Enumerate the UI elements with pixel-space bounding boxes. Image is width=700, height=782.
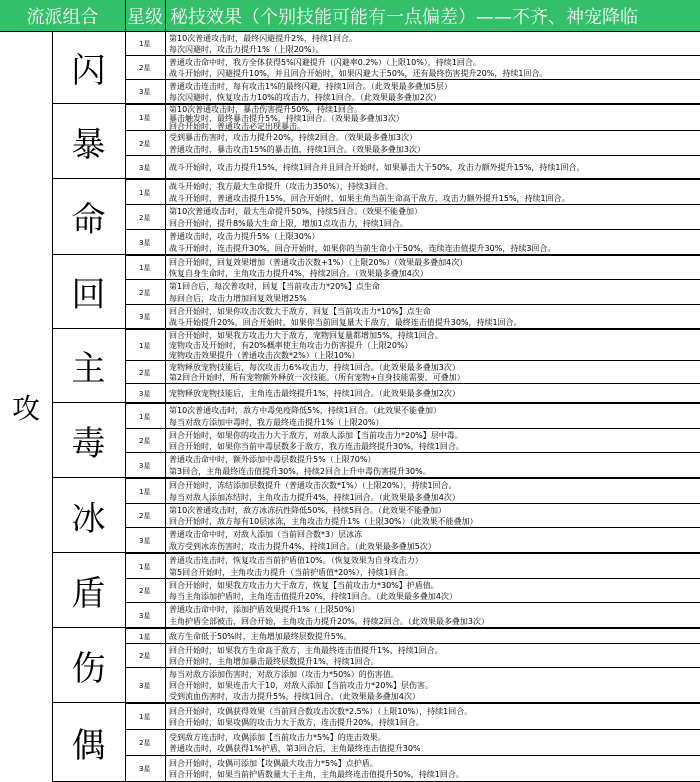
effect-text: 主角护盾全部被击，回合开始，主角攻击力提升20%，持续2回合。（此效果最多叠加3次） — [169, 616, 489, 626]
effect-text: 普通攻击命中时，额外添加中毒层数提升5%（上限70%） — [169, 455, 376, 465]
effect-text: 每当主角添加护盾时，主角连击值提升20%，持续1回合。（此效果最多叠加4次） — [169, 592, 457, 601]
effect-lines — [166, 56, 700, 80]
tier-row — [125, 179, 700, 205]
tier-label: 3星 — [139, 765, 151, 773]
effect-text: 回合开始时，如果你的攻击力大于敌方，对敌人添加【当前攻击力*20%】层中毒。 — [169, 431, 463, 440]
tier-label: 1星 — [139, 412, 151, 421]
effect-lines — [166, 629, 700, 644]
tier-label: 2星 — [139, 288, 151, 297]
tier-row — [125, 255, 700, 280]
effect-lines — [166, 554, 700, 579]
tier-label: 1星 — [139, 188, 151, 197]
skill-group — [52, 179, 700, 255]
tier-label: 1星 — [139, 713, 151, 721]
effect-lines — [166, 756, 700, 782]
effect-lines — [166, 704, 700, 730]
effect-lines — [166, 479, 700, 504]
tier-label: 1星 — [139, 632, 151, 641]
effect-text: 回合开始时，主角增加暴击最终层数提升1%，持续1回合。 — [169, 657, 379, 666]
effect-lines — [166, 453, 700, 478]
tier-row — [125, 204, 700, 230]
group-name: 偶 — [71, 725, 106, 766]
effect-text: 战斗开始提升20%，回合开始时，如果你当前回复量大于敌方，最终连击值提升30%，持续1回合。 — [169, 318, 522, 327]
effect-text: 第5回合开始时，主角攻击力提升（当前护盾值*20%），持续1回合。 — [169, 567, 413, 577]
effect-text: 回合开始时，回复效果增加（普通攻击次数+1%）（上限20%）（效果最多叠加4次） — [169, 258, 468, 267]
tier-row — [125, 703, 700, 730]
tier-label: 3星 — [139, 389, 151, 398]
effect-lines — [166, 579, 700, 603]
category-cell: 攻 — [11, 391, 40, 425]
effect-text: 第10次普通攻击时，暴击伤害提升50%，持续1回合。 — [169, 105, 363, 114]
tier-row — [125, 55, 700, 80]
effect-text: 第1回合后，每次普攻时，回复【当前攻击力*20%】点生命 — [169, 282, 380, 292]
tier-row — [125, 329, 700, 361]
tier-row — [125, 428, 700, 453]
effect-text: 普通攻击时，攻击力提升5%（上限30%） — [169, 232, 320, 242]
effect-lines — [166, 404, 700, 429]
header-star: 星级 — [127, 6, 163, 28]
effect-text: 每当对敌方添加中毒时，我方最终连击提升1%（上限20%） — [169, 417, 384, 427]
effect-lines — [166, 156, 700, 179]
tier-row — [125, 503, 700, 528]
group-name: 命 — [71, 200, 106, 240]
tier-label: 1星 — [139, 114, 151, 122]
skill-group — [52, 478, 700, 553]
tier-label: 3星 — [139, 313, 151, 321]
effect-text: 回合开始时，如果你攻击次数大于敌方，回复【当前攻击力*10%】点生命 — [169, 307, 431, 316]
tier-label: 2星 — [139, 652, 151, 660]
effect-text: 回合开始时，如果你当前中毒层数多于敌方，我方连击最终提升30%，持续1回合。 — [169, 442, 464, 451]
tier-row — [125, 155, 700, 179]
effect-lines — [166, 384, 700, 403]
effect-text: 战斗开始时，闪避提升10%，并且回合开始时，如果闪避大于50%，还有最终伤害提升20%，持续1回合。 — [169, 69, 548, 78]
effect-text: 每回合后，攻击力增加回复效果增25% — [169, 293, 307, 303]
tier-label: 3星 — [139, 536, 151, 545]
effect-lines — [166, 230, 700, 255]
group-name: 暴 — [71, 124, 106, 165]
effect-text: 回合开始时，提升8%最大生命上限，增加1点攻击力，持续1回合。 — [169, 218, 408, 228]
effect-lines — [166, 305, 700, 329]
effect-text: 普通攻击命中时，添加护盾效果提升1%（上限50%） — [169, 605, 360, 615]
skill-group — [52, 403, 700, 478]
tier-label: 2星 — [139, 587, 151, 595]
effect-text: 敌方生命低于50%时，主角增加最终层数提升5%。 — [169, 632, 352, 641]
effect-text: 第10次普通攻击时，敌方中毒免疫降低5%，持续1回合。（此效果不能叠加） — [169, 406, 441, 416]
skill-group — [52, 31, 700, 104]
effect-lines — [166, 361, 700, 384]
effect-text: 宠物攻击效果提升（普通攻击次数*2%）（上限10%） — [169, 351, 360, 360]
tier-label: 2星 — [139, 368, 151, 377]
effect-lines — [166, 668, 700, 703]
effect-text: 受到暴击伤害时，攻击力提升20%，持续2回合。（效果最多叠加3次） — [169, 133, 417, 143]
tier-label: 3星 — [139, 461, 151, 470]
effect-text: 回合开始时，如果攻偶的攻击力大于敌方，连击提升20%，持续1回合。 — [169, 718, 424, 728]
effect-text: 战斗开始时，普通攻击提升15%，回合开始时，如果主角当前生命高于敌方，攻击力额外提升15%，持续1回合。 — [169, 193, 570, 203]
tier-row — [125, 628, 700, 644]
effect-text: 第10次普通攻击时，最终闪避提升2%，持续1回合。 — [169, 34, 357, 43]
tier-row — [125, 383, 700, 403]
effect-text: 普通攻击连击时，每有攻击1%的最终闪避，持续1回合。（此效果最多叠加5层） — [169, 82, 452, 91]
effect-text: 回合开始时，如果我方生命高于敌方，主角最终连击值提升1%，持续1回合。 — [169, 646, 443, 655]
group-name: 毒 — [71, 423, 106, 464]
effect-text: 宠物攻击及开始时，有20%概率使主角攻击力伤害提升（上限20%） — [169, 341, 413, 350]
effect-lines — [166, 205, 700, 230]
effect-lines — [166, 504, 700, 528]
effect-lines — [166, 80, 700, 104]
tier-label: 1星 — [139, 264, 151, 272]
effect-text: 回合开始时，如果我方攻击力大于敌方，恢复【当前攻击力*30%】护盾值。 — [169, 581, 439, 590]
effect-text: 敌方受到冰冻伤害时，攻击力提升4%，持续1回合。（此效果最多叠加5次） — [169, 541, 436, 551]
effect-lines — [166, 603, 700, 628]
tier-row — [125, 79, 700, 104]
tier-label: 2星 — [139, 213, 151, 222]
tier-row — [125, 104, 700, 131]
tier-row — [125, 478, 700, 504]
tier-row — [125, 643, 700, 668]
effect-text: 回合开始时，如果当前护盾数量大于主角，主角最终连击值提升50%，持续1回合。 — [169, 770, 464, 780]
tier-row — [125, 452, 700, 478]
tier-label: 1星 — [139, 40, 151, 48]
tier-row — [125, 755, 700, 782]
effect-text: 第10次普通攻击时，敌方冰冻抗性降低50%，持续5回合。（此效果不能叠加） — [169, 506, 447, 515]
effect-text: 战斗开始时，攻击力提升15%，持续1回合并且回合开始时，如果暴击大于50%，攻击力额外提升15%，持续1回合。 — [169, 163, 585, 172]
group-name: 主 — [71, 349, 106, 389]
tier-row — [125, 31, 700, 56]
effect-text: 每当对敌方添加伤害时，对敌方添加（攻击力*50%）的伤害值。 — [169, 670, 399, 679]
tier-row — [125, 602, 700, 628]
skill-group — [52, 553, 700, 628]
tier-row — [125, 130, 700, 156]
tier-row — [125, 553, 700, 579]
effect-text: 每次闪避时，攻击力提升1%（上限20%）。 — [169, 45, 324, 54]
effect-text: 普通攻击时，暴击攻击15%的暴击值，持续1回合。（效果最多叠加3次） — [169, 144, 425, 154]
tier-row — [125, 729, 700, 756]
group-name: 盾 — [71, 573, 106, 614]
effect-lines — [166, 32, 700, 56]
header-effect: 秘技效果（个别技能可能有一点偏差）——不齐、神宠降临 — [170, 6, 638, 28]
skill-group — [52, 329, 700, 403]
effect-text: 回合开始时，攻偶可添加【攻偶最大攻击力*5%】点护盾。 — [169, 758, 378, 768]
effect-text: 普通攻击命中时，我方全体获得5%闪避提升（闪避率0.2%）（上限10%），持续1回合。 — [169, 58, 481, 67]
tier-label: 1星 — [139, 341, 151, 350]
tier-label: 3星 — [139, 163, 151, 172]
effect-text: 每次闪避时，恢复攻击力10%的攻击力，持续1回合。（此效果最多叠加2次） — [169, 93, 441, 102]
effect-lines — [166, 131, 700, 156]
effect-text: 回合开始时，冻结添加层数提升（普通攻击次数*1%）（上限20%），持续1回合。 — [169, 481, 457, 491]
effect-text: 宠物释放宠物技能后，主角连击最终提升1%，持续1回合。（此效果最多叠加2次） — [169, 389, 460, 398]
effect-lines — [166, 330, 700, 361]
tier-label: 2星 — [139, 139, 151, 148]
header-combo: 流派组合 — [26, 6, 99, 28]
effect-lines — [166, 528, 700, 553]
effect-text: 回合开始时，攻偶获得效果（当前回合数攻击次数*2.5%）（上限10%），持续1回合。 — [169, 706, 473, 716]
tier-label: 3星 — [139, 88, 151, 96]
group-name: 冰 — [71, 498, 106, 539]
effect-text: 暴击触发时，最终暴击提升5%，持续1回合。（效果最多叠加3次） — [169, 113, 404, 123]
effect-text: 受到流血伤害时，攻击力提升5%，持续1回合。（此效果最多叠加4次） — [169, 692, 420, 701]
tier-row — [125, 578, 700, 603]
tier-label: 1星 — [139, 487, 151, 496]
tier-row — [125, 304, 700, 329]
effect-text: 回合开始时，普通攻击必定出现暴击。 — [169, 122, 305, 132]
tier-row — [125, 667, 700, 703]
tier-label: 1星 — [139, 562, 151, 571]
tier-row — [125, 229, 700, 255]
tier-label: 2星 — [139, 739, 151, 747]
effect-text: 第2回合开始时，所有宠物额外释放一次技能。（所有宠物+自身技能需要，可叠加） — [169, 373, 465, 383]
tier-label: 2星 — [139, 64, 151, 72]
effect-lines — [166, 429, 700, 453]
effect-text: 普通攻击时，攻偶获得1%护盾，第3回合后，主角最终连击值提升30% — [169, 744, 421, 754]
effect-text: 普通攻击命中时，对敌人添加（当前回合数*3）层冰冻 — [169, 530, 363, 540]
effect-text: 普通攻击连击时，恢复攻击当前护盾值10%。（恢复效果为自身攻击力） — [169, 556, 423, 566]
effect-lines — [166, 256, 700, 280]
effect-text: 受到敌方连击时，攻偶添加【当前攻击力*5%】的连击效果。 — [169, 732, 386, 742]
effect-text: 战斗开始时，我方最大生命提升（攻击力350%），持续3回合。 — [169, 182, 393, 192]
tier-label: 2星 — [139, 512, 151, 520]
effect-text: 回合开始时，如果我方攻击力大于敌方，宠物回复量都增加5%，持续1回合。 — [169, 331, 443, 340]
tier-row — [125, 527, 700, 553]
skill-group — [52, 703, 700, 782]
skill-group — [52, 628, 700, 703]
tier-label: 3星 — [139, 238, 151, 247]
tier-row — [125, 279, 700, 305]
group-name: 闪 — [71, 50, 106, 91]
tier-label: 3星 — [139, 681, 151, 690]
group-name: 回 — [71, 275, 106, 315]
divider — [125, 0, 126, 782]
effect-lines — [166, 180, 700, 205]
skill-group — [52, 104, 700, 179]
effect-lines — [166, 644, 700, 668]
effect-text: 每当对敌人添加冻结时，主角攻击力提升4%，持续1回合。（此效果最多叠加4次） — [169, 492, 460, 502]
table-header — [0, 0, 700, 32]
effect-text: 恢复自身生命时，主角攻击力提升4%，持续2回合。（效果最多叠加4次） — [169, 269, 428, 278]
tier-row — [125, 360, 700, 384]
effect-text: 宠物释放宠物技能后，每次攻击力6%攻击力，持续1回合。（此效果最多叠加3次） — [169, 362, 460, 372]
effect-text: 回合开始时，如果连击大于10，对敌人添加【当前攻击力*20%】层伤害。 — [169, 681, 433, 690]
effect-lines — [166, 280, 700, 305]
divider — [52, 31, 53, 782]
divider — [165, 0, 166, 782]
effect-text: 回合开始时，敌方每有10层冰冻，主角攻击力提升1%（上限30%）（此效果不能叠加） — [169, 517, 478, 526]
tier-label: 2星 — [139, 437, 151, 445]
skill-group — [52, 255, 700, 329]
effect-text: 第10次普通攻击时，最大生命提升50%，持续5回合。（效果不能叠加） — [169, 207, 423, 217]
effect-lines — [166, 105, 700, 131]
tier-row — [125, 403, 700, 429]
effect-lines — [166, 730, 700, 756]
effect-text: 战斗开始时，连击提升30%，回合开始时，如果你的当前生命小于50%，连续连击值提升30%，持续3回合。 — [169, 243, 556, 253]
effect-text: 第3回合，主角最终连击值提升30%，持续2回合上升中毒伤害提升30%。 — [169, 466, 431, 476]
tier-label: 3星 — [139, 611, 151, 620]
group-name: 伤 — [71, 648, 106, 689]
